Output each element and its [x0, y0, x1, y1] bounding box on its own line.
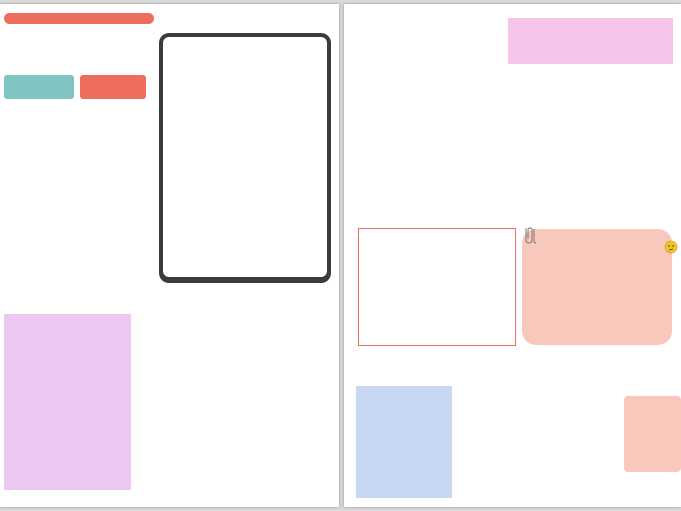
dictation-box-2	[358, 228, 516, 346]
paperclip-icon	[520, 226, 542, 244]
tally-marks	[362, 213, 512, 223]
page-4	[344, 4, 681, 507]
part1-heading	[2, 32, 6, 50]
pairs-note	[624, 396, 681, 472]
page-header-title	[4, 13, 154, 24]
answers-header	[80, 75, 146, 99]
page-3	[0, 4, 339, 507]
match-panel	[356, 386, 452, 498]
practice-box	[508, 18, 673, 64]
dictation-box	[4, 314, 131, 490]
side-credit	[326, 424, 332, 494]
thinking-emoji-icon	[664, 240, 678, 254]
trapdoor-note	[522, 229, 672, 345]
questions-header	[4, 75, 74, 99]
listening-panel-inner	[163, 37, 327, 277]
